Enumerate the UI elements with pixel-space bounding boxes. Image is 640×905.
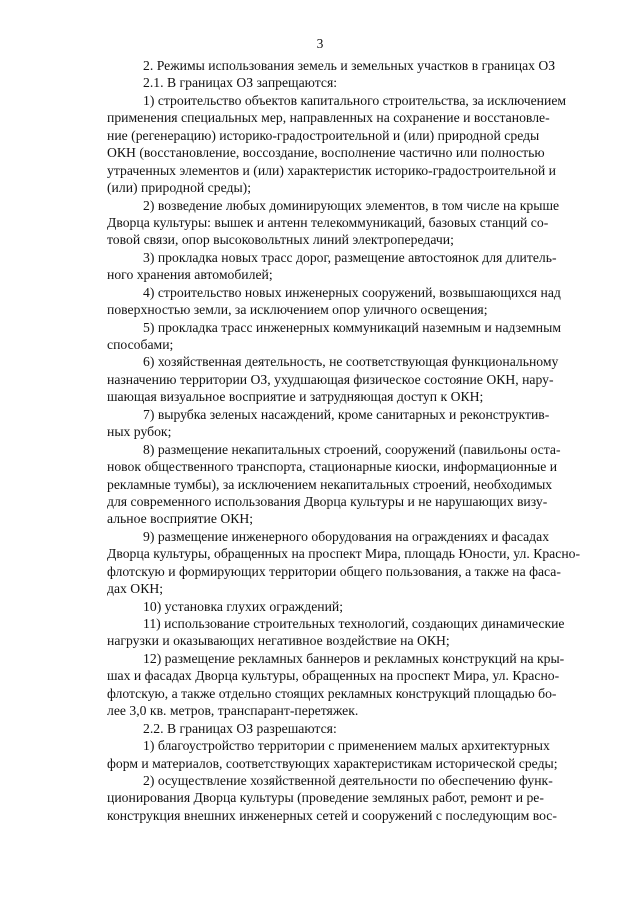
paragraph-allow-2 — [107, 772, 557, 824]
text-line: 3) прокладка новых трасс дорог, размещение автостоянок для длитель- — [143, 249, 557, 265]
paragraph-item-3 — [107, 249, 557, 284]
text-line: 2) осуществление хозяйственной деятельности по обеспечению функ- — [143, 772, 553, 788]
text-line: способами; — [107, 337, 174, 352]
text-line: 8) размещение некапитальных строений, сооружений (павильоны оста- — [143, 441, 561, 457]
text-line: рекламные тумбы), за исключением некапитальных строений, необходимых — [107, 476, 553, 492]
text-line: 9) размещение инженерного оборудования на ограждениях и фасадах — [143, 528, 550, 544]
text-line: для современного использования Дворца культуры и не нарушающих визу- — [107, 493, 548, 509]
text-line: применения специальных мер, направленных на сохранение и восстановле- — [107, 110, 550, 126]
text-line: 12) размещение рекламных баннеров и рекламных конструкций на кры- — [143, 650, 565, 666]
text-line: Дворца культуры: вышек и антенн телекоммуникаций, базовых станций со- — [107, 214, 549, 230]
text-line: 4) строительство новых инженерных сооружений, возвышающихся над — [143, 284, 561, 300]
text-line: 2. Режимы использования земель и земельных участков в границах ОЗ — [143, 58, 556, 73]
text-line: нагрузки и оказывающих негативное воздействие на ОКН; — [107, 633, 450, 649]
text-line: шающая визуальное восприятие и затрудняющая доступ к ОКН; — [107, 389, 484, 405]
text-line: 5) прокладка трасс инженерных коммуникаций наземным и надземным — [143, 319, 561, 335]
paragraph-sub-2-2 — [107, 720, 537, 737]
text-line: 2.2. В границах ОЗ разрешаются: — [143, 720, 337, 736]
text-line: 11) использование строительных технологий, создающих динамические — [143, 616, 565, 631]
text-line: ного хранения автомобилей; — [107, 267, 273, 283]
text-line: форм и материалов, соответствующих характеристикам исторической среды; — [107, 755, 558, 771]
text-line: 6) хозяйственная деятельность, не соответствующая функциональному — [143, 354, 559, 370]
paragraph-heading-2 — [107, 57, 556, 74]
paragraph-item-8 — [107, 441, 561, 528]
paragraph-item-10 — [107, 598, 537, 615]
text-line: ОКН (восстановление, воссоздание, восполнение частично или полностью — [107, 145, 545, 161]
text-line: (или) природной среды); — [107, 180, 252, 196]
text-line: 2) возведение любых доминирующих элементов, в том числе на крыше — [143, 197, 560, 213]
paragraph-item-4 — [107, 284, 561, 319]
text-line: 1) благоустройство территории с применением малых архитектурных — [143, 738, 550, 754]
paragraph-item-6 — [107, 353, 559, 405]
paragraph-item-2 — [107, 197, 560, 249]
text-line: поверхностью земли, за исключением опор уличного освещения; — [107, 302, 488, 318]
text-line: шах и фасадах Дворца культуры, обращенных на проспект Мира, ул. Красно- — [107, 668, 560, 684]
paragraph-item-1 — [107, 92, 567, 197]
paragraph-item-12 — [107, 650, 565, 720]
paragraph-allow-1 — [107, 737, 558, 772]
text-line: Дворца культуры, обращенных на проспект Мира, площадь Юности, ул. Красно- — [107, 546, 581, 562]
text-line: ционирования Дворца культуры (проведение земляных работ, ремонт и ре- — [107, 790, 544, 806]
paragraph-item-11 — [107, 615, 565, 650]
text-line: альное восприятие ОКН; — [107, 511, 254, 527]
text-line: конструкция внешних инженерных сетей и сооружений с последующим вос- — [107, 807, 557, 823]
text-line: новок общественного транспорта, стационарные киоски, информационные и — [107, 459, 558, 475]
text-line: товой связи, опор высоковольтных линий электропередачи; — [107, 232, 454, 248]
page-number: 3 — [316, 36, 324, 51]
text-line: 2.1. В границах ОЗ запрещаются: — [143, 75, 338, 91]
text-line: ных рубок; — [107, 424, 172, 440]
text-line: ние (регенерацию) историко-градостроительной и (или) природной среды — [107, 127, 540, 143]
text-line: флотскую, а также отдельно стоящих рекламных конструкций площадью бо- — [107, 685, 557, 701]
text-line: 7) вырубка зеленых насаждений, кроме санитарных и реконструктив- — [143, 406, 550, 422]
paragraph-item-9 — [107, 528, 581, 598]
text-line: утраченных элементов и (или) характеристик историко-градостроительной и — [107, 162, 556, 178]
paragraph-item-5 — [107, 319, 561, 354]
document-body — [107, 57, 581, 824]
text-line: дах ОКН; — [107, 581, 164, 597]
paragraph-sub-2-1 — [107, 74, 537, 91]
paragraph-item-7 — [107, 406, 550, 441]
text-line: флотскую и формирующих территории общего пользования, а также на фаса- — [107, 563, 561, 579]
text-line: 1) строительство объектов капитального строительства, за исключением — [143, 92, 567, 108]
text-line: лее 3,0 кв. метров, транспарант-перетяжек. — [107, 703, 359, 719]
text-line: назначению территории ОЗ, ухудшающая физическое состояние ОКН, нару- — [107, 371, 554, 387]
text-line: 10) установка глухих ограждений; — [143, 598, 344, 614]
